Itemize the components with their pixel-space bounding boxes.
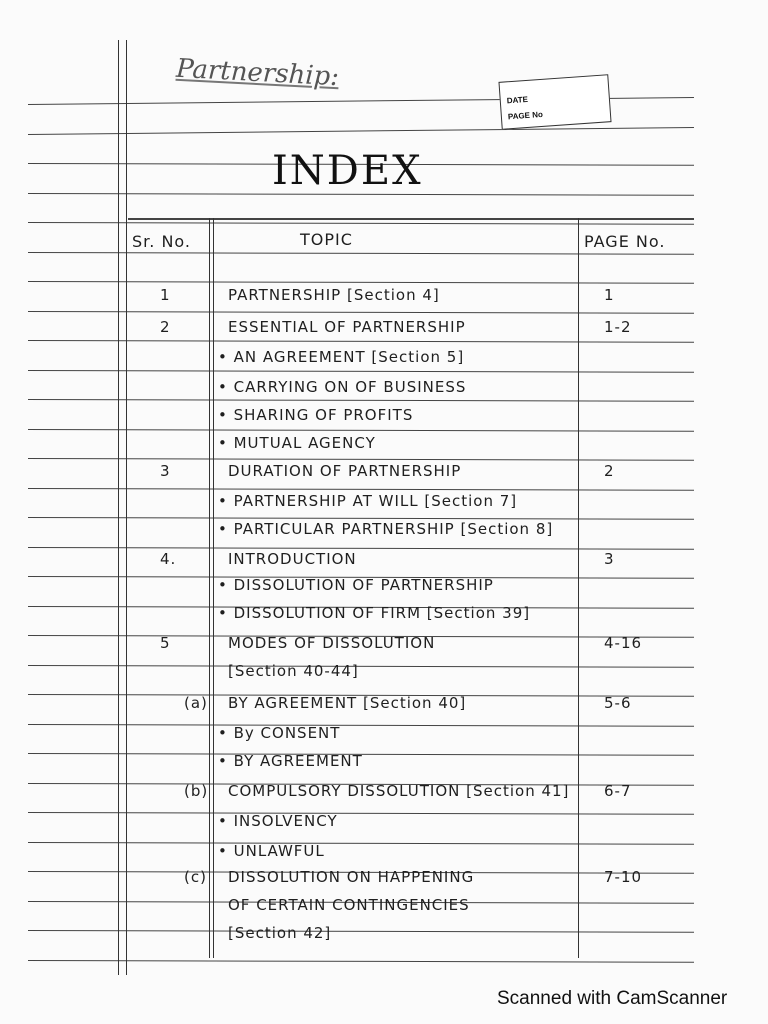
index-heading: INDEX bbox=[272, 148, 423, 194]
ruled-line bbox=[28, 488, 694, 491]
ruled-line bbox=[28, 399, 694, 402]
row-topic: • MUTUAL AGENCY bbox=[218, 434, 376, 452]
ruled-line bbox=[28, 222, 694, 225]
row-topic: • UNLAWFUL bbox=[218, 842, 325, 860]
date-page-stamp bbox=[498, 74, 611, 130]
ruled-line bbox=[28, 370, 694, 373]
ruled-line bbox=[28, 842, 694, 845]
left-margin-line bbox=[118, 40, 119, 975]
row-sr-no: (b) bbox=[184, 782, 209, 800]
stamp-date-label: DATE bbox=[506, 94, 529, 106]
row-page-no: 1 bbox=[604, 286, 615, 304]
row-page-no: 6-7 bbox=[604, 782, 632, 800]
ruled-line bbox=[28, 547, 694, 550]
scanner-watermark: Scanned with CamScanner bbox=[497, 988, 728, 1009]
column-header-topic: TOPIC bbox=[300, 230, 353, 249]
row-topic: ESSENTIAL OF PARTNERSHIP bbox=[228, 318, 466, 336]
left-margin-line-inner bbox=[126, 40, 127, 975]
row-topic: • DISSOLUTION OF FIRM [Section 39] bbox=[218, 604, 531, 622]
ruled-line bbox=[28, 429, 694, 432]
row-topic: • AN AGREEMENT [Section 5] bbox=[218, 348, 465, 366]
row-page-no: 2 bbox=[604, 462, 615, 480]
row-page-no: 5-6 bbox=[604, 694, 632, 712]
ruled-line bbox=[28, 340, 694, 343]
row-page-no: 1-2 bbox=[604, 318, 632, 336]
row-sr-no: 3 bbox=[160, 462, 171, 480]
row-sr-no: 2 bbox=[160, 318, 171, 336]
page-column-line bbox=[578, 218, 579, 958]
ruled-line bbox=[28, 930, 694, 933]
row-topic: BY AGREEMENT [Section 40] bbox=[228, 694, 467, 712]
topic-column-line-left-inner bbox=[213, 218, 214, 958]
row-page-no: 3 bbox=[604, 550, 615, 568]
row-topic: • BY AGREEMENT bbox=[218, 752, 363, 770]
row-sr-no: 1 bbox=[160, 286, 171, 304]
ruled-line bbox=[28, 252, 694, 255]
row-topic: • DISSOLUTION OF PARTNERSHIP bbox=[218, 576, 494, 594]
row-topic: PARTNERSHIP [Section 4] bbox=[228, 286, 440, 304]
row-sr-no: 5 bbox=[160, 634, 171, 652]
row-sr-no: (c) bbox=[184, 868, 207, 886]
topic-column-line-left bbox=[209, 218, 210, 958]
row-topic: OF CERTAIN CONTINGENCIES bbox=[228, 896, 470, 914]
row-topic: DURATION OF PARTNERSHIP bbox=[228, 462, 462, 480]
row-topic: DISSOLUTION ON HAPPENING bbox=[228, 868, 475, 886]
ruled-line bbox=[28, 127, 694, 135]
ruled-line bbox=[28, 960, 694, 963]
row-topic: • PARTNERSHIP AT WILL [Section 7] bbox=[218, 492, 518, 510]
row-topic: • SHARING OF PROFITS bbox=[218, 406, 414, 424]
row-topic: [Section 42] bbox=[228, 924, 332, 942]
row-topic: • By CONSENT bbox=[218, 724, 341, 742]
row-page-no: 7-10 bbox=[604, 868, 643, 886]
ruled-line bbox=[28, 458, 694, 461]
row-topic: INTRODUCTION bbox=[228, 550, 357, 568]
row-topic: [Section 40-44] bbox=[228, 662, 359, 680]
ruled-line bbox=[28, 665, 694, 668]
ruled-line bbox=[28, 724, 694, 727]
row-topic: MODES OF DISSOLUTION bbox=[228, 634, 436, 652]
row-sr-no: (a) bbox=[184, 694, 208, 712]
row-topic: • CARRYING ON OF BUSINESS bbox=[218, 378, 467, 396]
ruled-line bbox=[28, 812, 694, 815]
stamp-page-label: PAGE No bbox=[507, 109, 544, 122]
row-topic: • INSOLVENCY bbox=[218, 812, 338, 830]
column-header-sr-no: Sr. No. bbox=[132, 232, 191, 251]
ruled-line bbox=[28, 281, 694, 284]
row-topic: • PARTICULAR PARTNERSHIP [Section 8] bbox=[218, 520, 554, 538]
row-topic: COMPULSORY DISSOLUTION [Section 41] bbox=[228, 782, 570, 800]
column-header-page-no: PAGE No. bbox=[584, 232, 666, 251]
row-page-no: 4-16 bbox=[604, 634, 643, 652]
ruled-line bbox=[28, 311, 694, 314]
row-sr-no: 4. bbox=[160, 550, 177, 568]
page-title: Partnership: bbox=[175, 53, 340, 93]
